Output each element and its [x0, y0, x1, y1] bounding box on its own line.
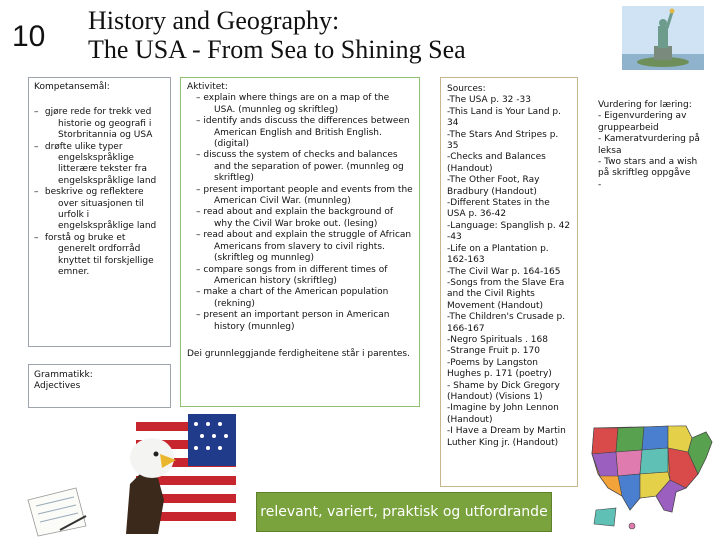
competence-aims-box	[28, 77, 171, 347]
eagle-flag-image	[96, 414, 236, 534]
list-item: – discuss the system of checks and balances and the separation of power. (munnleg og skriftleg)	[196, 150, 404, 184]
list-item: – present important people and events from the American Civil War. (munnleg)	[196, 184, 413, 207]
source-line: -The Other Foot, Ray Bradbury (Handout)	[447, 175, 540, 197]
activities-heading: Aktivitet:	[187, 82, 228, 92]
source-line: -Imagine by John Lennon (Handout)	[447, 403, 559, 425]
evaluation-line: - Two stars and a wish på skriftleg oppgåve	[598, 157, 698, 179]
grammar-topic: Adjectives	[34, 381, 81, 392]
sources-box	[440, 77, 578, 487]
notepad-image	[24, 486, 90, 538]
motto-banner: relevant, variert, praktisk og utfordrande	[256, 492, 552, 532]
source-line: -The Stars And Stripes p. 35	[447, 129, 559, 152]
source-line: -I Have a Dream by Martin Luther King jr. (Handout)	[447, 426, 566, 448]
grammar-box	[28, 364, 171, 408]
evaluation-text	[598, 100, 710, 191]
list-item: – compare songs from in different times of American history (skriftleg)	[196, 264, 388, 286]
activities-list	[187, 93, 413, 333]
competence-list	[34, 107, 165, 278]
list-item: – forstå og bruke et generelt ordforråd knyttet til forskjellige emner.	[34, 232, 154, 278]
source-line: -The Children's Crusade p. 166-167	[447, 312, 566, 334]
source-line: -Strange Fruit p. 170	[447, 346, 540, 357]
title-line-2: The USA - From Sea to Shining Sea	[88, 35, 466, 64]
source-line: -Different States in the USA p. 36-42	[447, 198, 550, 220]
source-line: -This Land is Your Land p. 34	[447, 106, 561, 129]
source-line: -Life on a Plantation p. 162-163	[447, 243, 549, 266]
list-item: – identify ands discuss the differences between American English and British English. (digital)	[196, 116, 410, 150]
list-item: – beskrive og reflektere over situasjonen til urfolk i engelskspråklige land	[34, 187, 157, 232]
activities-box	[180, 77, 420, 407]
list-item: – present an important person in American history (munnleg)	[196, 310, 390, 332]
source-line: -The USA p. 32 -33	[447, 95, 531, 106]
list-item: – make a chart of the American population (rekning)	[196, 287, 389, 309]
source-line: -Songs from the Slave Era and the Civil Rights Movement (Handout)	[447, 277, 565, 311]
evaluation-heading: Vurdering for læring:	[598, 100, 692, 110]
page-title	[88, 6, 466, 64]
evaluation-line: -	[598, 179, 602, 190]
source-line: -Poems by Langston Hughes p. 171 (poetry)	[447, 357, 552, 380]
list-item: – drøfte ulike typer engelskspråklige litterære tekster fra engelskspråklige land	[34, 141, 157, 186]
statue-of-liberty-image	[622, 6, 704, 70]
competence-heading: Kompetansemål:	[34, 82, 110, 92]
source-line: -The Civil War p. 164-165	[447, 266, 561, 277]
source-line: - Shame by Dick Gregory (Handout) (Visions 1)	[447, 380, 560, 402]
us-map-image	[588, 418, 716, 536]
list-item: – gjøre rede for trekk ved historie og geografi i Storbritannia og USA	[34, 107, 153, 141]
source-line: -Language: Spanglish p. 42 -43	[447, 220, 571, 243]
evaluation-line: - Kameratvurdering på leksa	[598, 134, 700, 156]
title-line-1: History and Geography:	[88, 6, 340, 35]
list-item: – read about and explain the background of why the Civil War broke out. (lesing)	[196, 207, 394, 229]
list-item: – explain where things are on a map of the USA. (munnleg og skriftleg)	[196, 93, 390, 115]
evaluation-line: - Eigenvurdering av gruppearbeid	[598, 111, 687, 133]
week-number: 10	[12, 20, 46, 53]
activities-footer: Dei grunnleggjande ferdigheitene står i parentes.	[187, 348, 410, 359]
source-line: -Checks and Balances (Handout)	[447, 152, 546, 174]
sources-heading: Sources:	[447, 84, 486, 94]
grammar-heading: Grammatikk:	[34, 370, 93, 380]
list-item: – read about and explain the struggle of African Americans from slavery to civil rights. (skriftleg og munnleg)	[196, 230, 412, 264]
source-line: -Negro Spirituals . 168	[447, 334, 548, 345]
